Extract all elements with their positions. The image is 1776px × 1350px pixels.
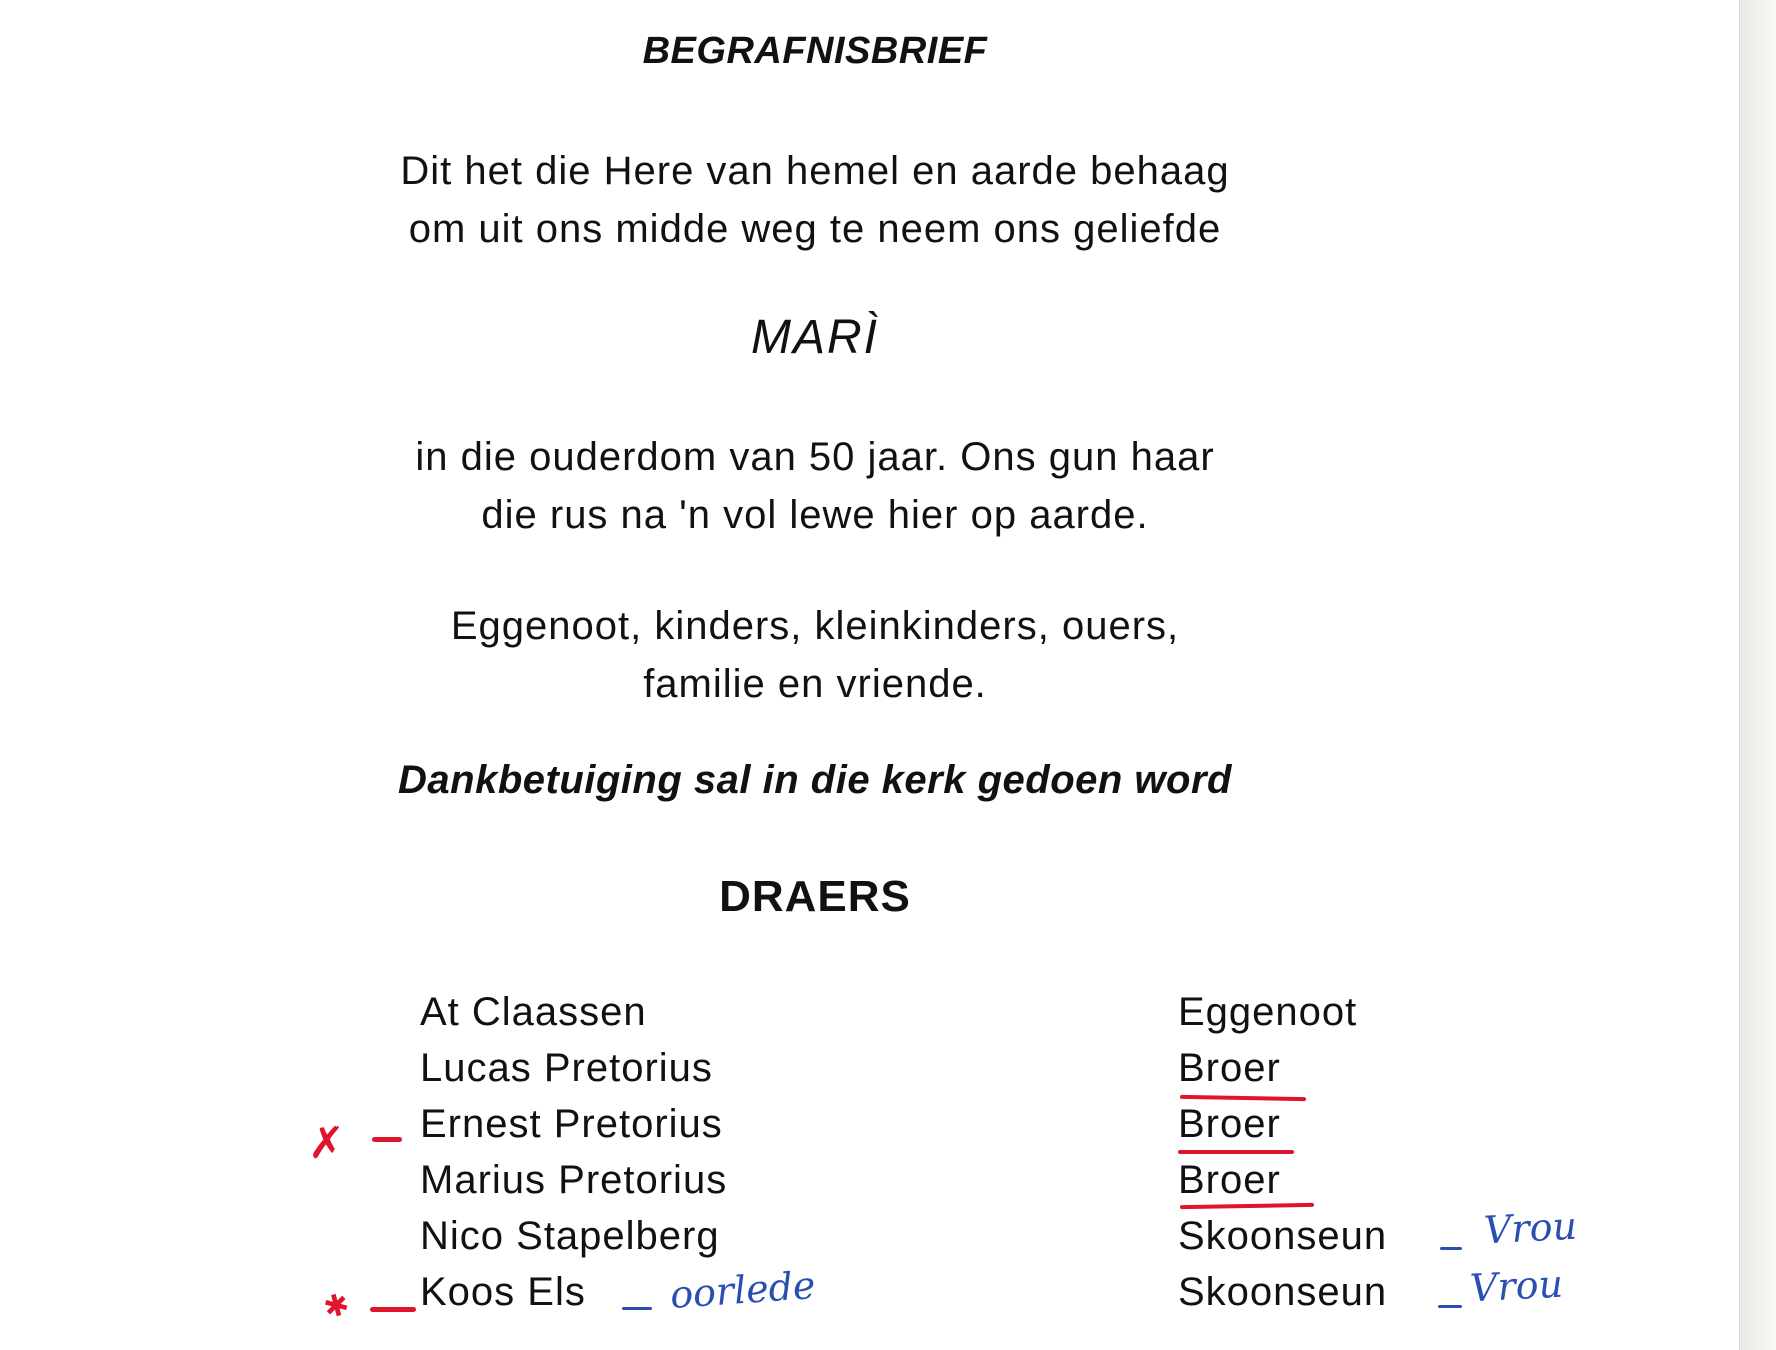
- intro-line-1: Dit het die Here van hemel en aarde behaag: [400, 149, 1230, 193]
- mourners-line-2: familie en vriende.: [643, 662, 987, 706]
- bearer-relation: Broer: [1178, 1158, 1281, 1202]
- bearer-relation: Skoonseun: [1178, 1270, 1388, 1314]
- bearers-heading: DRAERS: [719, 872, 911, 921]
- thanks-note: Dankbetuiging sal in die kerk gedoen word: [398, 758, 1232, 802]
- red-dash-mark: [372, 1137, 402, 1142]
- bearer-name: At Claassen: [420, 990, 647, 1034]
- blue-dash-mark: [622, 1307, 652, 1310]
- handwritten-note-vrou-2: Vrou: [1468, 1261, 1565, 1311]
- bearer-name: Koos Els: [420, 1270, 586, 1314]
- bearer-relation: Broer: [1178, 1102, 1281, 1146]
- bearer-relation: Eggenoot: [1178, 990, 1358, 1034]
- red-cross-mark: ✗: [308, 1118, 345, 1169]
- handwritten-note-vrou-1: Vrou: [1482, 1203, 1579, 1253]
- mourners-line-1: Eggenoot, kinders, kleinkinders, ouers,: [450, 604, 1180, 648]
- bearer-name: Ernest Pretorius: [420, 1102, 723, 1146]
- red-dot-mark: ✱: [319, 1286, 354, 1327]
- bearer-name: Marius Pretorius: [420, 1158, 728, 1202]
- intro-line-2: om uit ons midde weg te neem ons geliefde: [408, 207, 1222, 251]
- age-line-1: in die ouderdom van 50 jaar. Ons gun haar: [415, 435, 1215, 479]
- page-edge: [1739, 0, 1776, 1350]
- bearer-name: Nico Stapelberg: [420, 1214, 720, 1258]
- intro-paragraph: [0, 142, 1630, 258]
- blue-dash-mark: [1438, 1305, 1462, 1308]
- bearer-relation: Broer: [1178, 1046, 1281, 1090]
- red-underline: [1180, 1203, 1314, 1209]
- blue-dash-mark: [1440, 1247, 1462, 1250]
- age-line-2: die rus na 'n vol lewe hier op aarde.: [481, 493, 1149, 537]
- mourners-paragraph: [0, 597, 1630, 713]
- handwritten-note-oorlede: oorlede: [668, 1262, 817, 1318]
- deceased-name: MARÌ: [751, 311, 879, 364]
- red-dash-mark: [370, 1307, 416, 1312]
- red-underline: [1178, 1150, 1294, 1154]
- red-underline: [1180, 1095, 1306, 1101]
- age-paragraph: [0, 428, 1630, 544]
- bearer-name: Lucas Pretorius: [420, 1046, 713, 1090]
- document-title: BEGRAFNISBRIEF: [642, 30, 988, 72]
- bearer-relation: Skoonseun: [1178, 1214, 1388, 1258]
